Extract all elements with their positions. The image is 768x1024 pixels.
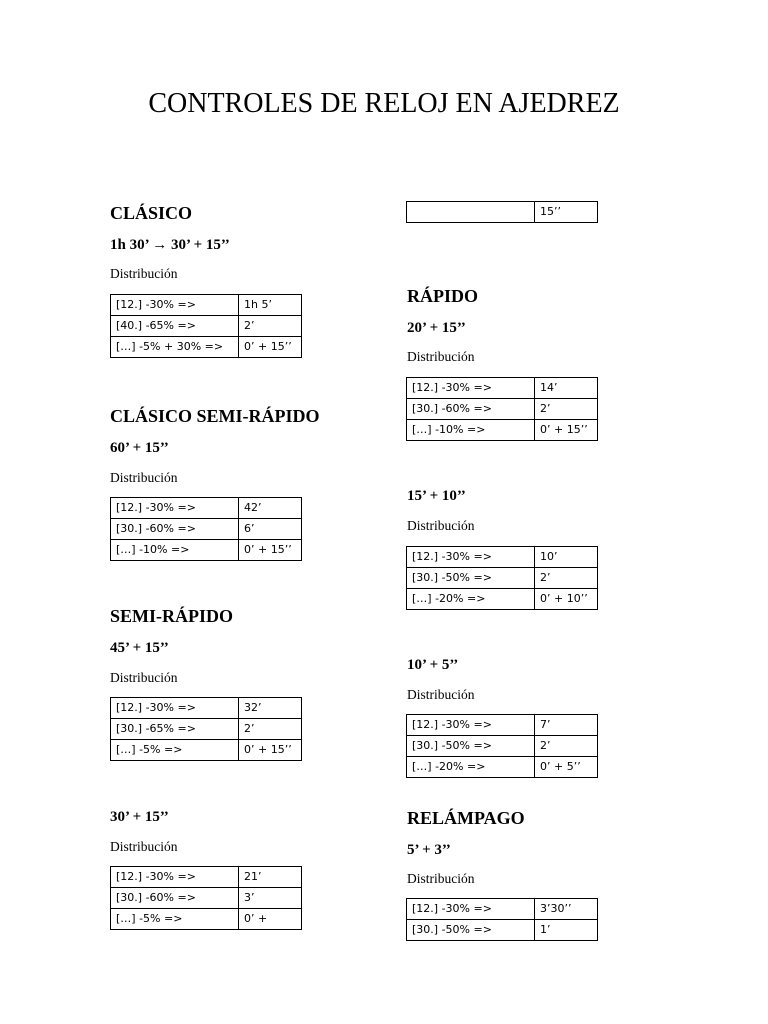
time-allocation-cell: 0’ + 15’’	[239, 337, 302, 358]
move-range-cell: [30.] -50% =>	[407, 568, 535, 589]
time-allocation-cell: 6’	[239, 519, 302, 540]
move-range-cell: [30.] -65% =>	[111, 719, 239, 740]
table-row	[111, 337, 302, 358]
move-range-cell: [40.] -65% =>	[111, 316, 239, 337]
move-range-cell: [12.] -30% =>	[111, 698, 239, 719]
time-allocation-cell: 21’	[239, 867, 302, 888]
distribution-table-rapido	[406, 377, 598, 441]
time-control-clasico: 1h 30’ → 30’ + 15’’	[110, 237, 230, 253]
distribution-table-continuation	[406, 201, 598, 223]
time-control-clasico-semi-rapido: 60’ + 15’’	[110, 440, 169, 456]
table-row	[407, 736, 598, 757]
table-row	[111, 719, 302, 740]
section-heading-clasico-semi-rapido: CLÁSICO SEMI-RÁPIDO	[110, 406, 320, 426]
move-range-cell: [30.] -60% =>	[407, 399, 535, 420]
move-range-cell: […] -10% =>	[407, 420, 535, 441]
distribution-label: Distribución	[407, 687, 475, 702]
distribution-table-clasico	[110, 294, 302, 358]
distribution-label: Distribución	[110, 470, 178, 485]
table-row	[111, 519, 302, 540]
move-range-cell: […] -5% + 30% =>	[111, 337, 239, 358]
time-allocation-cell: 2’	[535, 568, 598, 589]
table-row	[111, 498, 302, 519]
time-allocation-cell: 0’ + 15’’	[239, 540, 302, 561]
table-row	[111, 888, 302, 909]
table-row	[111, 540, 302, 561]
move-range-cell: [12.] -30% =>	[111, 867, 239, 888]
time-allocation-cell: 3’	[239, 888, 302, 909]
table-row	[407, 378, 598, 399]
time-control-relampago: 5’ + 3’’	[407, 842, 451, 858]
table-row	[407, 202, 598, 223]
time-allocation-cell: 10’	[535, 547, 598, 568]
time-allocation-cell: 2’	[239, 719, 302, 740]
move-range-cell: […] -20% =>	[407, 589, 535, 610]
move-range-cell: [12.] -30% =>	[407, 899, 535, 920]
time-allocation-cell: 2’	[535, 399, 598, 420]
time-allocation-cell: 1h 5’	[239, 295, 302, 316]
time-allocation-cell: 0’ + 5’’	[535, 757, 598, 778]
move-range-cell: [12.] -30% =>	[111, 295, 239, 316]
move-range-cell: […] -10% =>	[111, 540, 239, 561]
move-range-cell: [12.] -30% =>	[407, 378, 535, 399]
distribution-label: Distribución	[407, 518, 475, 533]
table-row	[407, 757, 598, 778]
table-row	[111, 316, 302, 337]
move-range-cell: [30.] -50% =>	[407, 920, 535, 941]
time-control-rapido: 20’ + 15’’	[407, 320, 466, 336]
distribution-label: Distribución	[110, 839, 178, 854]
time-control-15-10: 15’ + 10’’	[407, 488, 466, 504]
time-control-30-15: 30’ + 15’’	[110, 809, 169, 825]
table-row	[407, 589, 598, 610]
table-row	[407, 899, 598, 920]
distribution-table-30-15	[110, 866, 302, 930]
distribution-table-semi-rapido	[110, 697, 302, 761]
time-allocation-cell: 3’30’’	[535, 899, 598, 920]
table-row	[407, 399, 598, 420]
distribution-table-relampago	[406, 898, 598, 941]
time-allocation-cell: 15’’	[535, 202, 598, 223]
section-heading-rapido: RÁPIDO	[407, 286, 478, 306]
table-row	[111, 740, 302, 761]
move-range-cell: [12.] -30% =>	[111, 498, 239, 519]
table-row	[111, 295, 302, 316]
table-row	[111, 698, 302, 719]
time-allocation-cell: 2’	[535, 736, 598, 757]
distribution-table-clasico-semi-rapido	[110, 497, 302, 561]
table-row	[407, 420, 598, 441]
time-control-10-5: 10’ + 5’’	[407, 657, 459, 673]
section-heading-semi-rapido: SEMI-RÁPIDO	[110, 606, 234, 626]
table-row	[407, 920, 598, 941]
table-row	[407, 715, 598, 736]
time-allocation-cell: 0’ + 15’’	[535, 420, 598, 441]
time-allocation-cell: 0’ + 15’’	[239, 740, 302, 761]
page-title: CONTROLES DE RELOJ EN AJEDREZ	[148, 88, 620, 119]
time-allocation-cell: 32’	[239, 698, 302, 719]
distribution-label: Distribución	[110, 266, 178, 281]
distribution-label: Distribución	[110, 670, 178, 685]
distribution-label: Distribución	[407, 349, 475, 364]
move-range-cell: […] -20% =>	[407, 757, 535, 778]
move-range-cell: [30.] -60% =>	[111, 888, 239, 909]
move-range-cell: […] -5% =>	[111, 909, 239, 930]
move-range-cell: [12.] -30% =>	[407, 715, 535, 736]
section-heading-relampago: RELÁMPAGO	[407, 808, 525, 828]
time-allocation-cell: 14’	[535, 378, 598, 399]
time-allocation-cell: 1’	[535, 920, 598, 941]
table-row	[111, 909, 302, 930]
table-row	[407, 568, 598, 589]
time-allocation-cell: 42’	[239, 498, 302, 519]
table-row	[407, 547, 598, 568]
distribution-table-10-5	[406, 714, 598, 778]
move-range-cell: [30.] -60% =>	[111, 519, 239, 540]
move-range-cell: […] -5% =>	[111, 740, 239, 761]
time-allocation-cell: 0’ + 10’’	[535, 589, 598, 610]
section-heading-clasico: CLÁSICO	[110, 203, 193, 223]
time-control-semi-rapido: 45’ + 15’’	[110, 640, 169, 656]
time-allocation-cell: 7’	[535, 715, 598, 736]
distribution-table-15-10	[406, 546, 598, 610]
distribution-label: Distribución	[407, 871, 475, 886]
time-allocation-cell: 2’	[239, 316, 302, 337]
move-range-cell: [12.] -30% =>	[407, 547, 535, 568]
move-range-cell	[407, 202, 535, 223]
move-range-cell: [30.] -50% =>	[407, 736, 535, 757]
table-row	[111, 867, 302, 888]
time-allocation-cell: 0’ +	[239, 909, 302, 930]
